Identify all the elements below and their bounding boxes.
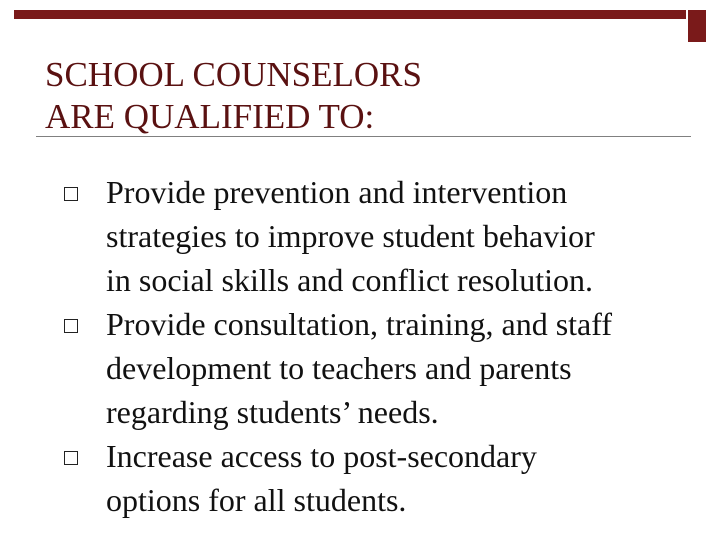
top-accent-bar xyxy=(14,10,686,19)
bullet-text-line: options for all students. xyxy=(106,482,407,518)
bullet-text-line: Provide prevention and intervention xyxy=(106,174,568,210)
hollow-square-bullet-icon xyxy=(64,319,78,333)
bullet-text-line: development to teachers and parents xyxy=(106,350,572,386)
slide-title xyxy=(45,54,645,138)
title-divider xyxy=(36,136,691,137)
bullet-text-line: Provide consultation, training, and staff xyxy=(106,306,612,342)
corner-accent-block xyxy=(688,10,706,42)
hollow-square-bullet-icon xyxy=(64,187,78,201)
bullet-text-line: strategies to improve student behavior xyxy=(106,218,595,254)
bullet-item-consultation xyxy=(60,302,700,434)
bullet-text-line: in social skills and conflict resolution. xyxy=(106,262,594,298)
title-line-1: SCHOOL COUNSELORS xyxy=(45,55,422,94)
bullet-text-line: regarding students’ needs. xyxy=(106,394,439,430)
bullet-text-line: Increase access to post-secondary xyxy=(106,438,537,474)
title-line-2: ARE QUALIFIED TO: xyxy=(45,97,375,136)
hollow-square-bullet-icon xyxy=(64,451,78,465)
bullet-item-prevention xyxy=(60,170,700,302)
bullet-item-access xyxy=(60,434,700,522)
bullet-list xyxy=(60,170,700,522)
